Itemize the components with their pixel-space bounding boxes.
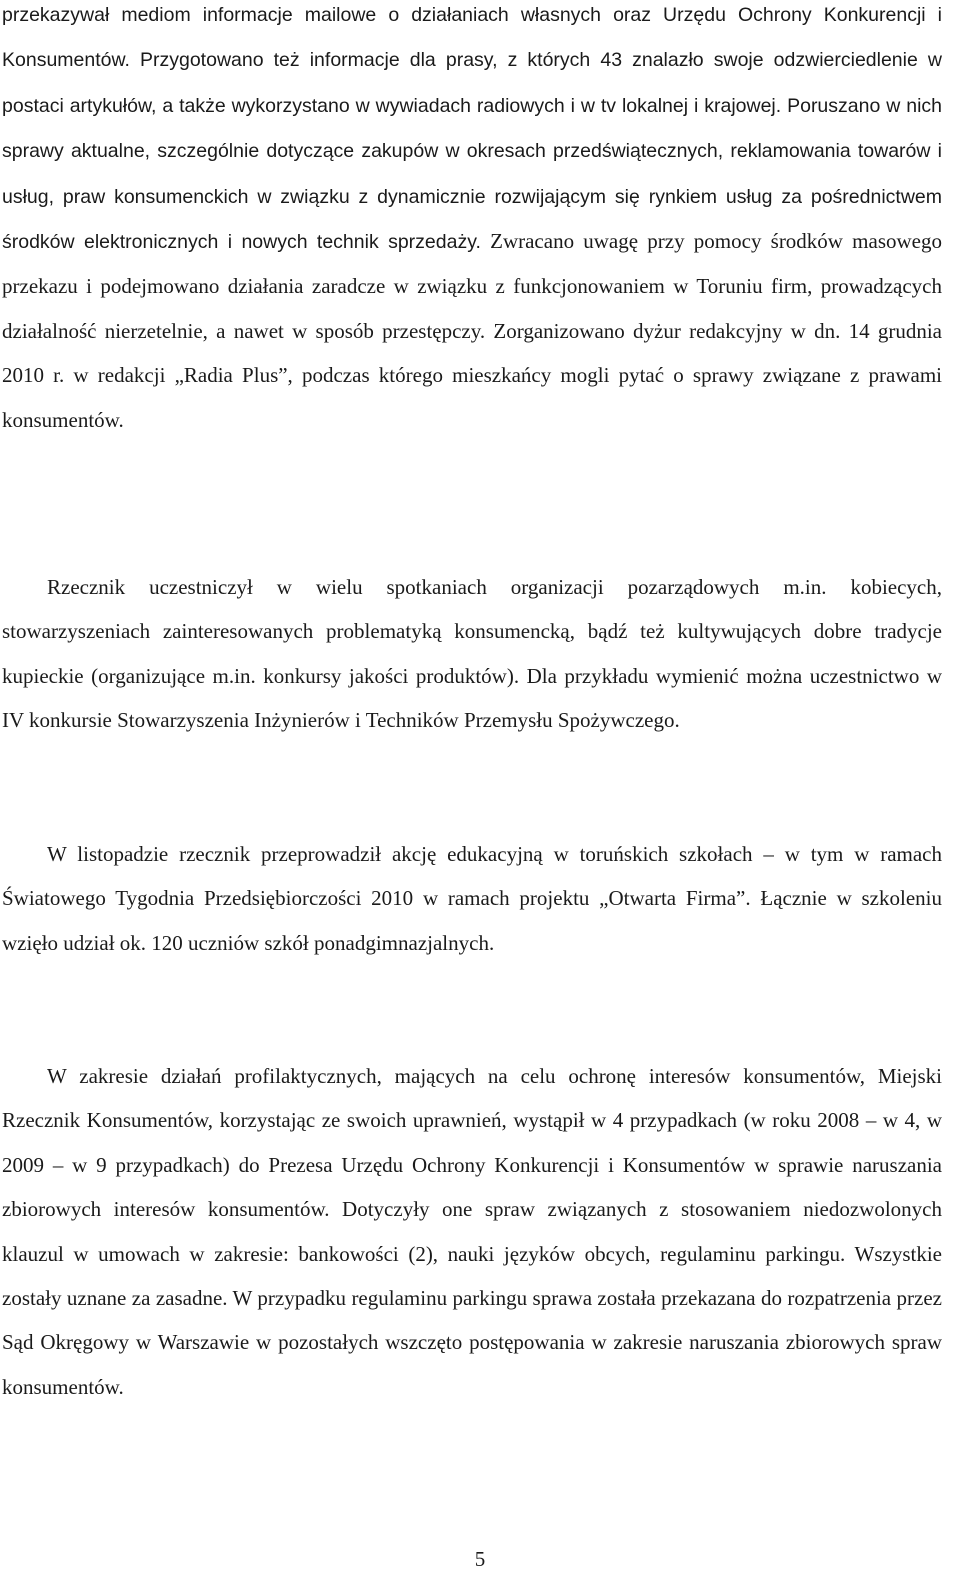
paragraph-run-serif: Zwracano uwagę przy pomocy środków masowego przekazu i podejmowano działania zaradcze w związku z funkcjonowaniem w Toruniu firm, prowadzących działalność nierzetelnie, a nawet w sposób przestępczy. Zorganizowano dyżur redakcyjny w dn. 14 grudnia 2010 r. w redakcji „Radia Plus”, podczas którego mieszkańcy mogli pytać o sprawy związane z prawami konsumentów. xyxy=(2,229,942,432)
paragraph-run-sans: przekazywał mediom informacje mailowe o działaniach własnych oraz Urzędu Ochrony Konkurencji i Konsumentów. Przygotowano też informacje dla prasy, z których 43 znalazło swoje odzwierciedlenie w postaci artykułów, a także wykorzystano w wywiadach radiowych i w tv lokalnej i krajowej. Poruszano w nich sprawy aktualne, szczególnie dotyczące zakupów w okresach przedświątecznych, reklamowania towarów i usług, praw konsumenckich w związku z dynamicznie rozwijającym się rynkiem usług za pośrednictwem środków elektronicznych i nowych technik sprzedaży. xyxy=(2,4,942,254)
paragraph-education-campaign: W listopadzie rzecznik przeprowadził akcję edukacyjną w toruńskich szkołach – w tym w ramach Światowego Tygodnia Przedsiębiorczości 2010 w ramach projektu „Otwarta Firma”. Łącznie w szkoleniu wzięło udział ok. 120 uczniów szkół ponadgimnazjalnych. xyxy=(2,842,942,955)
paragraph-preventive-actions: W zakresie działań profilaktycznych, mających na celu ochronę interesów konsumentów, Miejski Rzecznik Konsumentów, korzystając ze swoich uprawnień, wystąpił w 4 przypadkach (w roku 2008 – w 4, w 2009 – w 9 przypadkach) do Prezesa Urzędu Ochrony Konkurencji i Konsumentów w sprawie naruszania zbiorowych interesów konsumentów. Dotyczyły one spraw związanych z stosowaniem niedozwolonych klauzul w umowach w zakresie: bankowości (2), nauki języków obcych, regulaminu parkingu. Wszystkie zostały uznane za zasadne. W przypadku regulaminu parkingu sprawa została przekazana do rozpatrzenia przez Sąd Okręgowy w Warszawie w pozostałych wszczęto postępowania w zakresie naruszania zbiorowych spraw konsumentów. xyxy=(2,1064,942,1399)
paragraph-ngo-meetings: Rzecznik uczestniczył w wielu spotkaniach organizacji pozarządowych m.in. kobiecych, stowarzyszeniach zainteresowanych problematyką konsumencką, bądź też kultywujących dobre tradycje kupieckie (organizujące m.in. konkursy jakości produktów). Dla przykładu wymienić można uczestnictwo w IV konkursie Stowarzyszenia Inżynierów i Techników Przemysłu Spożywczego. xyxy=(2,575,942,733)
page-number: 5 xyxy=(474,1547,486,1571)
paragraph-media-information xyxy=(2,0,942,442)
